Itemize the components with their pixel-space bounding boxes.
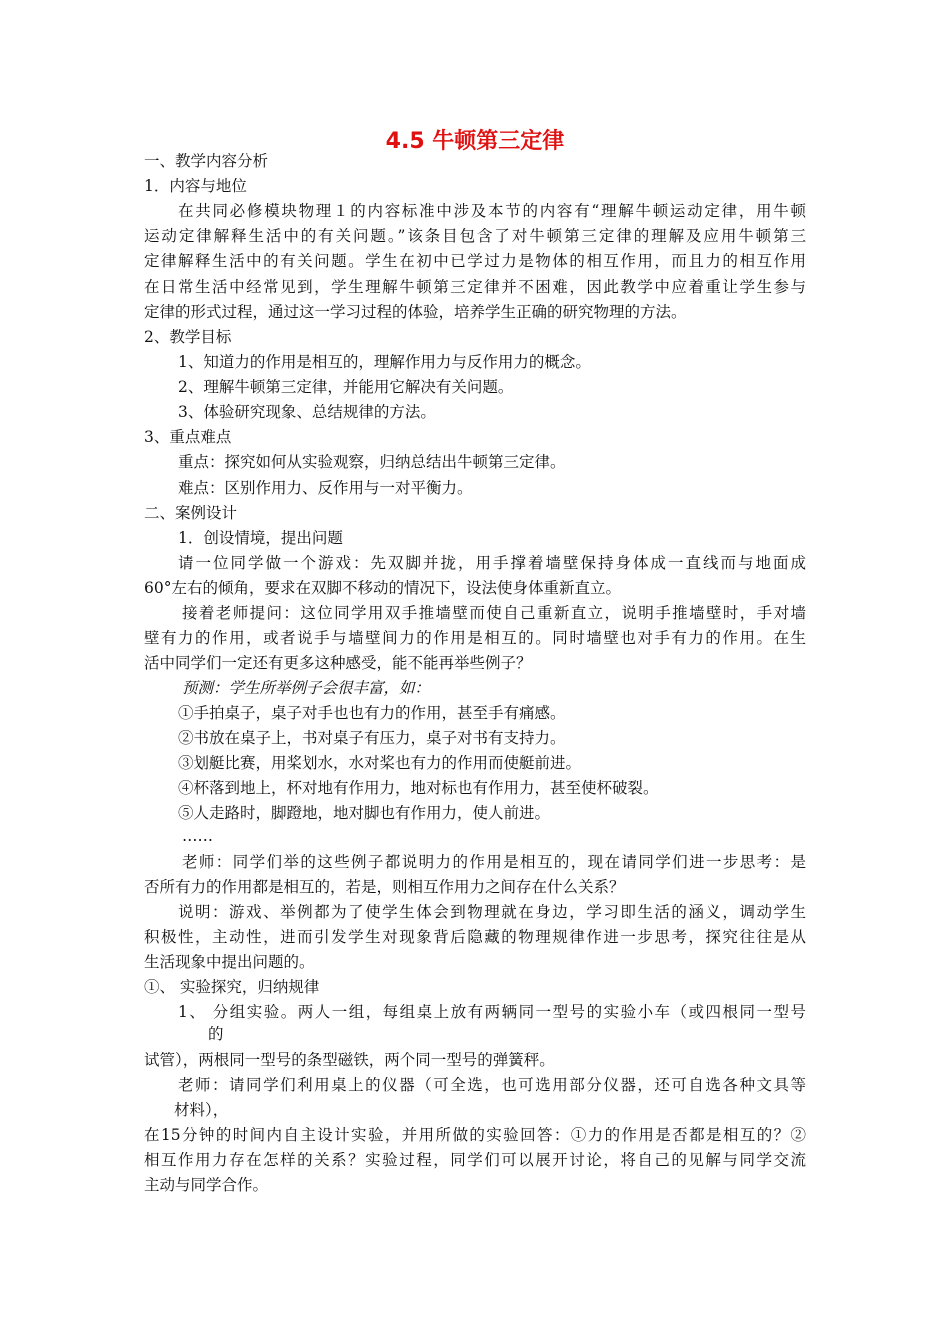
example-item: ⑤人走路时，脚蹬地，地对脚也有作用力，使人前进。 bbox=[178, 804, 551, 822]
section-heading: 二、案例设计 bbox=[144, 504, 238, 522]
paragraph-line: 的 bbox=[208, 1025, 224, 1043]
paragraph-line: 相互作用力存在怎样的关系？实验过程，同学们可以展开讨论，将自己的见解与同学交流 bbox=[144, 1151, 806, 1169]
paragraph-line: 运动定律解释生活中的有关问题。”该条目包含了对牛顿第三定律的理解及应用牛顿第三 bbox=[144, 227, 806, 245]
paragraph-line: 接着老师提问：这位同学用双手推墙壁而使自己重新直立，说明手推墙壁时，手对墙 bbox=[182, 604, 806, 622]
paragraph-line: 老师：同学们举的这些例子都说明力的作用是相互的，现在请同学们进一步思考：是 bbox=[182, 853, 806, 871]
paragraph-line: 老师：请同学们利用桌上的仪器（可全选，也可选用部分仪器，还可自选各种文具等 bbox=[178, 1076, 806, 1094]
goal-item: 1、知道力的作用是相互的，理解作用力与反作用力的概念。 bbox=[178, 353, 591, 371]
goal-item: 2、理解牛顿第三定律，并能用它解决有关问题。 bbox=[178, 378, 514, 396]
paragraph-line: 60°左右的倾角，要求在双脚不移动的情况下，设法使身体重新直立。 bbox=[144, 579, 621, 597]
paragraph-line: 主动与同学合作。 bbox=[144, 1176, 269, 1194]
paragraph-line: 在共同必修模块物理１的内容标准中涉及本节的内容有“理解牛顿运动定律，用牛顿 bbox=[178, 202, 806, 220]
goal-item: 3、体验研究现象、总结规律的方法。 bbox=[178, 403, 436, 421]
subsection-heading: ①、 实验探究，归纳规律 bbox=[144, 978, 320, 996]
document-title: 4.5 牛顿第三定律 bbox=[385, 129, 565, 154]
paragraph-line: 定律解释生活中的有关问题。学生在初中已学过力是物体的相互作用，而且力的相互作用 bbox=[144, 252, 806, 270]
paragraph-line: 材料）， bbox=[174, 1101, 229, 1119]
ellipsis: …… bbox=[182, 827, 213, 845]
paragraph-line: 定律的形式过程，通过这一学习过程的体验，培养学生正确的研究物理的方法。 bbox=[144, 303, 687, 321]
paragraph-line: 试管），两根同一型号的条型磁铁，两个同一型号的弹簧秤。 bbox=[144, 1051, 555, 1069]
section-heading: 一、教学内容分析 bbox=[144, 152, 269, 170]
paragraph-line: 否所有力的作用都是相互的，若是，则相互作用力之间存在什么关系？ bbox=[144, 878, 625, 896]
prediction-note: 预测：学生所举例子会很丰富，如： bbox=[182, 679, 431, 697]
example-item: ②书放在桌子上，书对桌子有压力，桌子对书有支持力。 bbox=[178, 729, 566, 747]
example-item: ③划艇比赛，用桨划水，水对桨也有力的作用而使艇前进。 bbox=[178, 754, 582, 772]
paragraph-line: 生活现象中提出问题的。 bbox=[144, 953, 315, 971]
difficult-point: 难点：区别作用力、反作用与一对平衡力。 bbox=[178, 479, 473, 497]
paragraph-line: 活中同学们一定还有更多这种感受，能不能再举些例子？ bbox=[144, 654, 532, 672]
paragraph-line: 在日常生活中经常见到，学生理解牛顿第三定律并不困难，因此教学中应着重让学生参与 bbox=[144, 278, 806, 296]
subsection-heading: 2、教学目标 bbox=[144, 328, 232, 346]
subsection-heading: 1．内容与地位 bbox=[144, 177, 247, 195]
paragraph-line: 积极性，主动性，进而引发学生对现象背后隐藏的物理规律作进一步思考，探究往往是从 bbox=[144, 928, 806, 946]
paragraph-line: 1、 分组实验。两人一组，每组桌上放有两辆同一型号的实验小车（或四根同一型号 bbox=[178, 1003, 806, 1021]
paragraph-line: 在15分钟的时间内自主设计实验，并用所做的实验回答：①力的作用是否都是相互的？② bbox=[144, 1126, 806, 1144]
subsection-heading: 1．创设情境，提出问题 bbox=[178, 529, 343, 547]
paragraph-line: 请一位同学做一个游戏：先双脚并拢，用手撑着墙壁保持身体成一直线而与地面成 bbox=[178, 554, 806, 572]
key-point: 重点：探究如何从实验观察，归纳总结出牛顿第三定律。 bbox=[178, 453, 566, 471]
subsection-heading: 3、重点难点 bbox=[144, 428, 232, 446]
paragraph-line: 说明：游戏、举例都为了使学生体会到物理就在身边，学习即生活的涵义，调动学生 bbox=[178, 903, 806, 921]
example-item: ①手拍桌子，桌子对手也也有力的作用，甚至手有痛感。 bbox=[178, 704, 566, 722]
example-item: ④杯落到地上，杯对地有作用力，地对标也有作用力，甚至使杯破裂。 bbox=[178, 779, 659, 797]
paragraph-line: 壁有力的作用，或者说手与墙壁间力的作用是相互的。同时墙壁也对手有力的作用。在生 bbox=[144, 629, 806, 647]
